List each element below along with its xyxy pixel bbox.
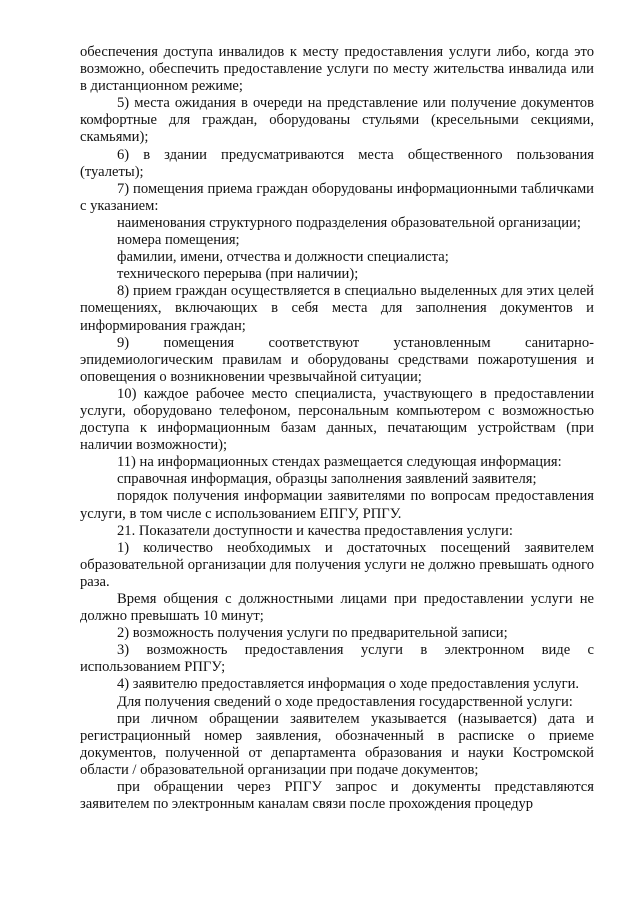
paragraph-sign-department-name: наименования структурного подразделения образовательной организации; bbox=[117, 214, 581, 231]
paragraph-rpgu-appeal: при обращении через РПГУ запрос и документы представляются заявителем по электронным каналам связи после прохождения процедур bbox=[80, 779, 594, 813]
paragraph-sign-specialist-name: фамилии, имени, отчества и должности специалиста; bbox=[117, 249, 449, 266]
paragraph-indicator-2-appointment: 2) возможность получения услуги по предварительной записи; bbox=[117, 625, 508, 642]
paragraph-indicator-4-progress-info: 4) заявителю предоставляется информация о ходе предоставления услуги. bbox=[117, 676, 580, 693]
paragraph-info-procedure: порядок получения информации заявителями по вопросам предоставления услуги, в том числе с использованием ЕПГУ, РПГУ. bbox=[80, 488, 594, 522]
paragraph-item-10-workplace-equipment: 10) каждое рабочее место специалиста, участвующего в предоставлении услуги, оборудовано телефоном, персональным компьютером с возможностью доступа к информационным базам данных, печатающим устройствам (при наличии возможности); bbox=[80, 385, 594, 454]
paragraph-access-for-disabled: обеспечения доступа инвалидов к месту предоставления услуги либо, когда это возможно, обеспечить предоставление услуги по месту жительства инвалида или в дистанционном режиме; bbox=[80, 44, 594, 95]
paragraph-progress-info-heading: Для получения сведений о ходе предоставления государственной услуги: bbox=[117, 693, 573, 710]
paragraph-item-6-public-places: 6) в здании предусматриваются места общественного пользования (туалеты); bbox=[80, 146, 594, 180]
paragraph-sign-break: технического перерыва (при наличии); bbox=[117, 266, 359, 283]
paragraph-reference-info: справочная информация, образцы заполнения заявлений заявителя; bbox=[117, 471, 537, 488]
paragraph-sign-room-number: номера помещения; bbox=[117, 232, 240, 249]
paragraph-item-11-info-stands: 11) на информационных стендах размещается следующая информация: bbox=[117, 454, 562, 471]
paragraph-indicator-1-visits: 1) количество необходимых и достаточных посещений заявителем образовательной организации для получения услуги не должно превышать одного раза. bbox=[80, 539, 594, 590]
paragraph-indicator-3-electronic: 3) возможность предоставления услуги в электронном виде с использованием РПГУ; bbox=[80, 642, 594, 676]
paragraph-item-5-waiting-places: 5) места ожидания в очереди на представление или получение документов комфортные для граждан, оборудованы стульями (кресельными секциями, скамьями); bbox=[80, 95, 594, 146]
paragraph-item-7-info-signs: 7) помещения приема граждан оборудованы информационными табличками с указанием: bbox=[80, 180, 594, 214]
paragraph-section-21-heading: 21. Показатели доступности и качества предоставления услуги: bbox=[117, 522, 513, 539]
paragraph-personal-appeal: при личном обращении заявителем указывается (называется) дата и регистрационный номер заявления, обозначенный в расписке о приеме документов, полученной от департамента образования и науки Костромской области / образовательной организации при подаче документов; bbox=[80, 710, 594, 778]
paragraph-item-9-sanitary-rules: 9) помещения соответствуют установленным санитарно-эпидемиологическим правилам и оборудованы средствами пожаротушения и оповещения о возникновении чрезвычайной ситуации; bbox=[80, 334, 594, 385]
paragraph-contact-time: Время общения с должностными лицами при предоставлении услуги не должно превышать 10 минут; bbox=[80, 591, 594, 625]
paragraph-item-8-reception-rooms: 8) прием граждан осуществляется в специально выделенных для этих целей помещениях, включающих в себя места для заполнения документов и информирования граждан; bbox=[80, 283, 594, 334]
